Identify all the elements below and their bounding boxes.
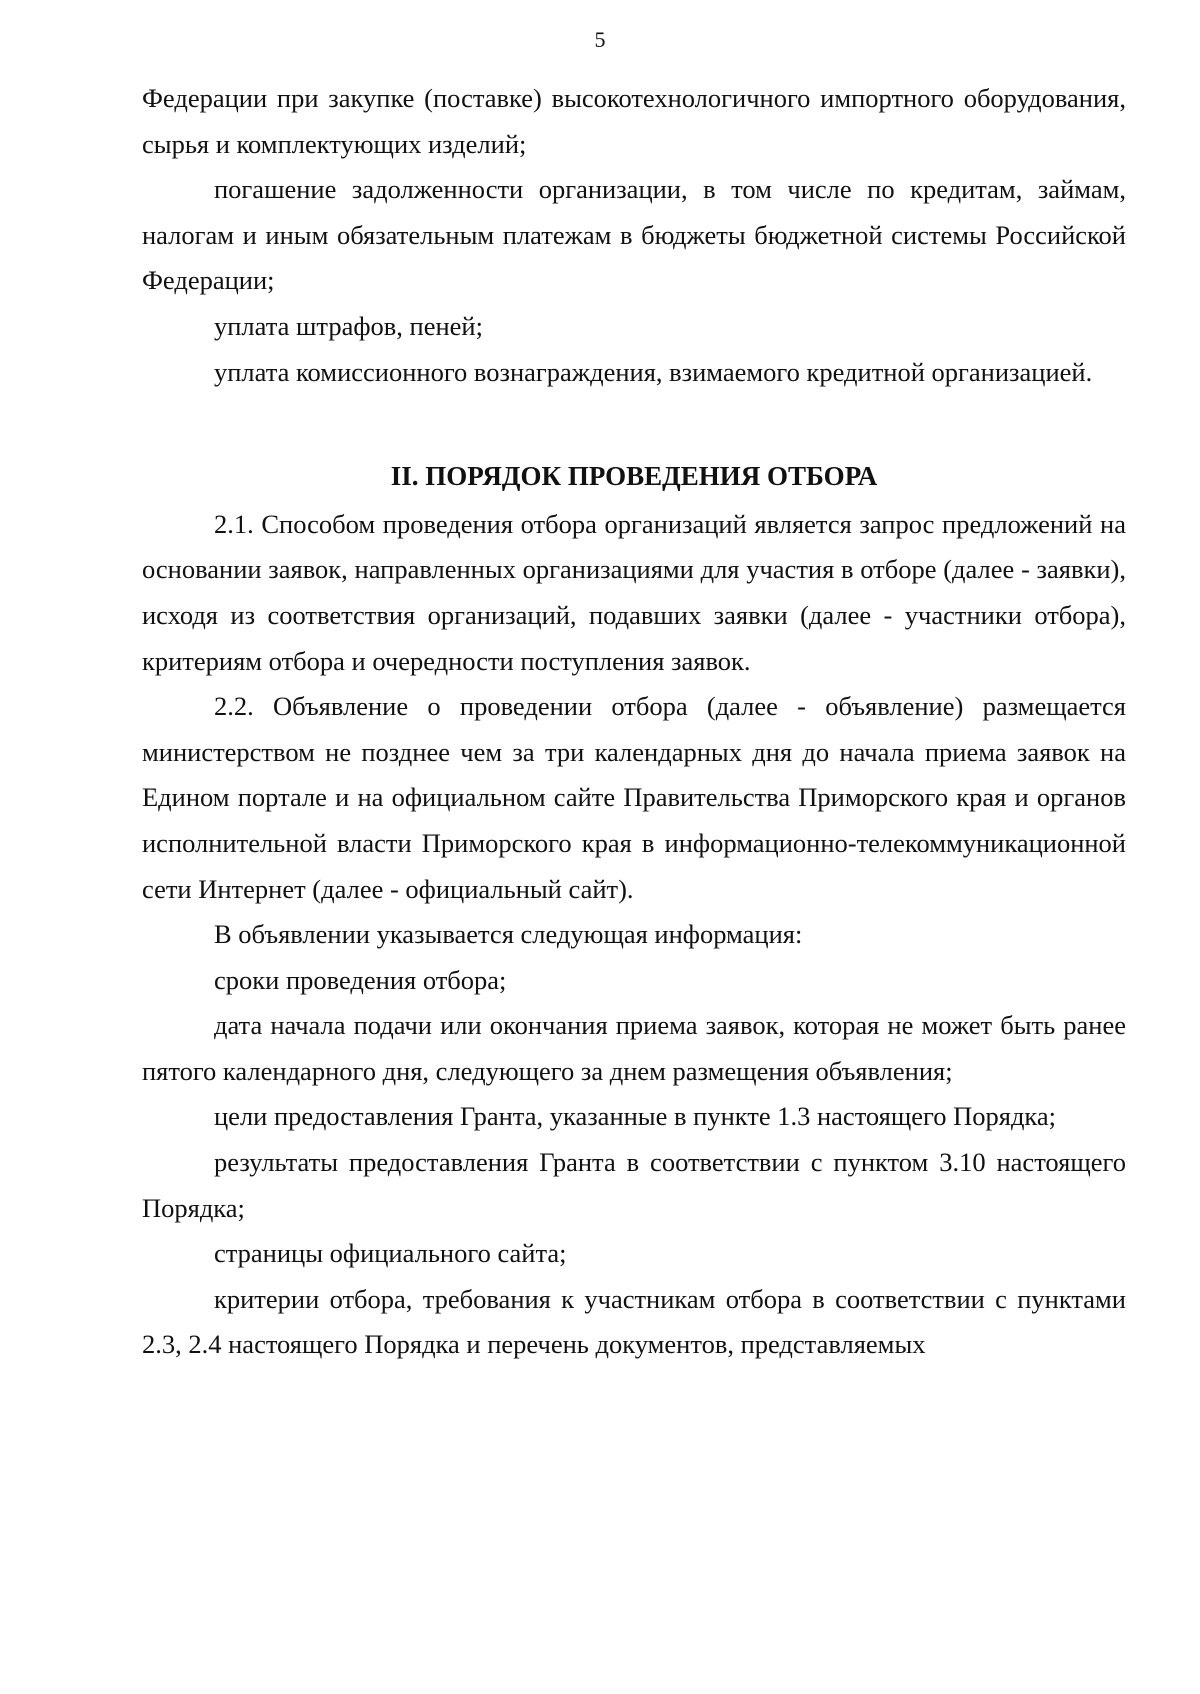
paragraph-grant-goals: цели предоставления Гранта, указанные в пункте 1.3 настоящего Порядка; — [214, 1101, 1057, 1132]
paragraph-selection-criteria: критерии отбора, требования к участникам отбора в соответствии с пунктами 2.3, 2.4 настоящего Порядка и перечень документов, представляемых — [142, 1283, 1126, 1360]
paragraph-site-pages: страницы официального сайта; — [214, 1238, 567, 1269]
paragraph-selection-terms: сроки проведения отбора; — [214, 964, 507, 995]
paragraph-continuation: Федерации при закупке (поставке) высокотехнологичного импортного оборудования, сырья и комплектующих изделий; — [142, 83, 1126, 159]
paragraph-2-1: 2.1. Способом проведения отбора организаций является запрос предложений на основании заявок, направленных организациями для участия в отборе (далее - заявки), исходя из соответствия организаций, подавших заявки (далее - участники отбора), критериям отбора и очередности поступления заявок. — [142, 508, 1126, 676]
paragraph-grant-results: результаты предоставления Гранта в соответствии с пунктом 3.10 настоящего Порядка; — [142, 1147, 1126, 1223]
page-number: 5 — [594, 27, 606, 52]
paragraph-debt-repayment: погашение задолженности организации, в том числе по кредитам, займам, налогам и иным обязательным платежам в бюджеты бюджетной системы Российской Федерации; — [142, 174, 1126, 296]
paragraph-fines: уплата штрафов, пеней; — [214, 310, 483, 341]
paragraph-commission: уплата комиссионного вознаграждения, взимаемого кредитной организацией. — [214, 356, 1093, 387]
paragraph-2-2: 2.2. Объявление о проведении отбора (далее - объявление) размещается министерством не позднее чем за три календарных дня до начала приема заявок на Едином портале и на официальном сайте Правительства Приморского края и органов исполнительной власти Приморского края в информационно-телекоммуникационной сети Интернет (далее - официальный сайт). — [142, 691, 1126, 904]
paragraph-announcement-info: В объявлении указывается следующая информация: — [214, 919, 803, 950]
paragraph-application-dates: дата начала подачи или окончания приема заявок, которая не может быть ранее пятого календарного дня, следующего за днем размещения объявления; — [142, 1010, 1126, 1086]
document-body — [142, 76, 1126, 1368]
section-heading: II. ПОРЯДОК ПРОВЕДЕНИЯ ОТБОРА — [390, 461, 878, 492]
